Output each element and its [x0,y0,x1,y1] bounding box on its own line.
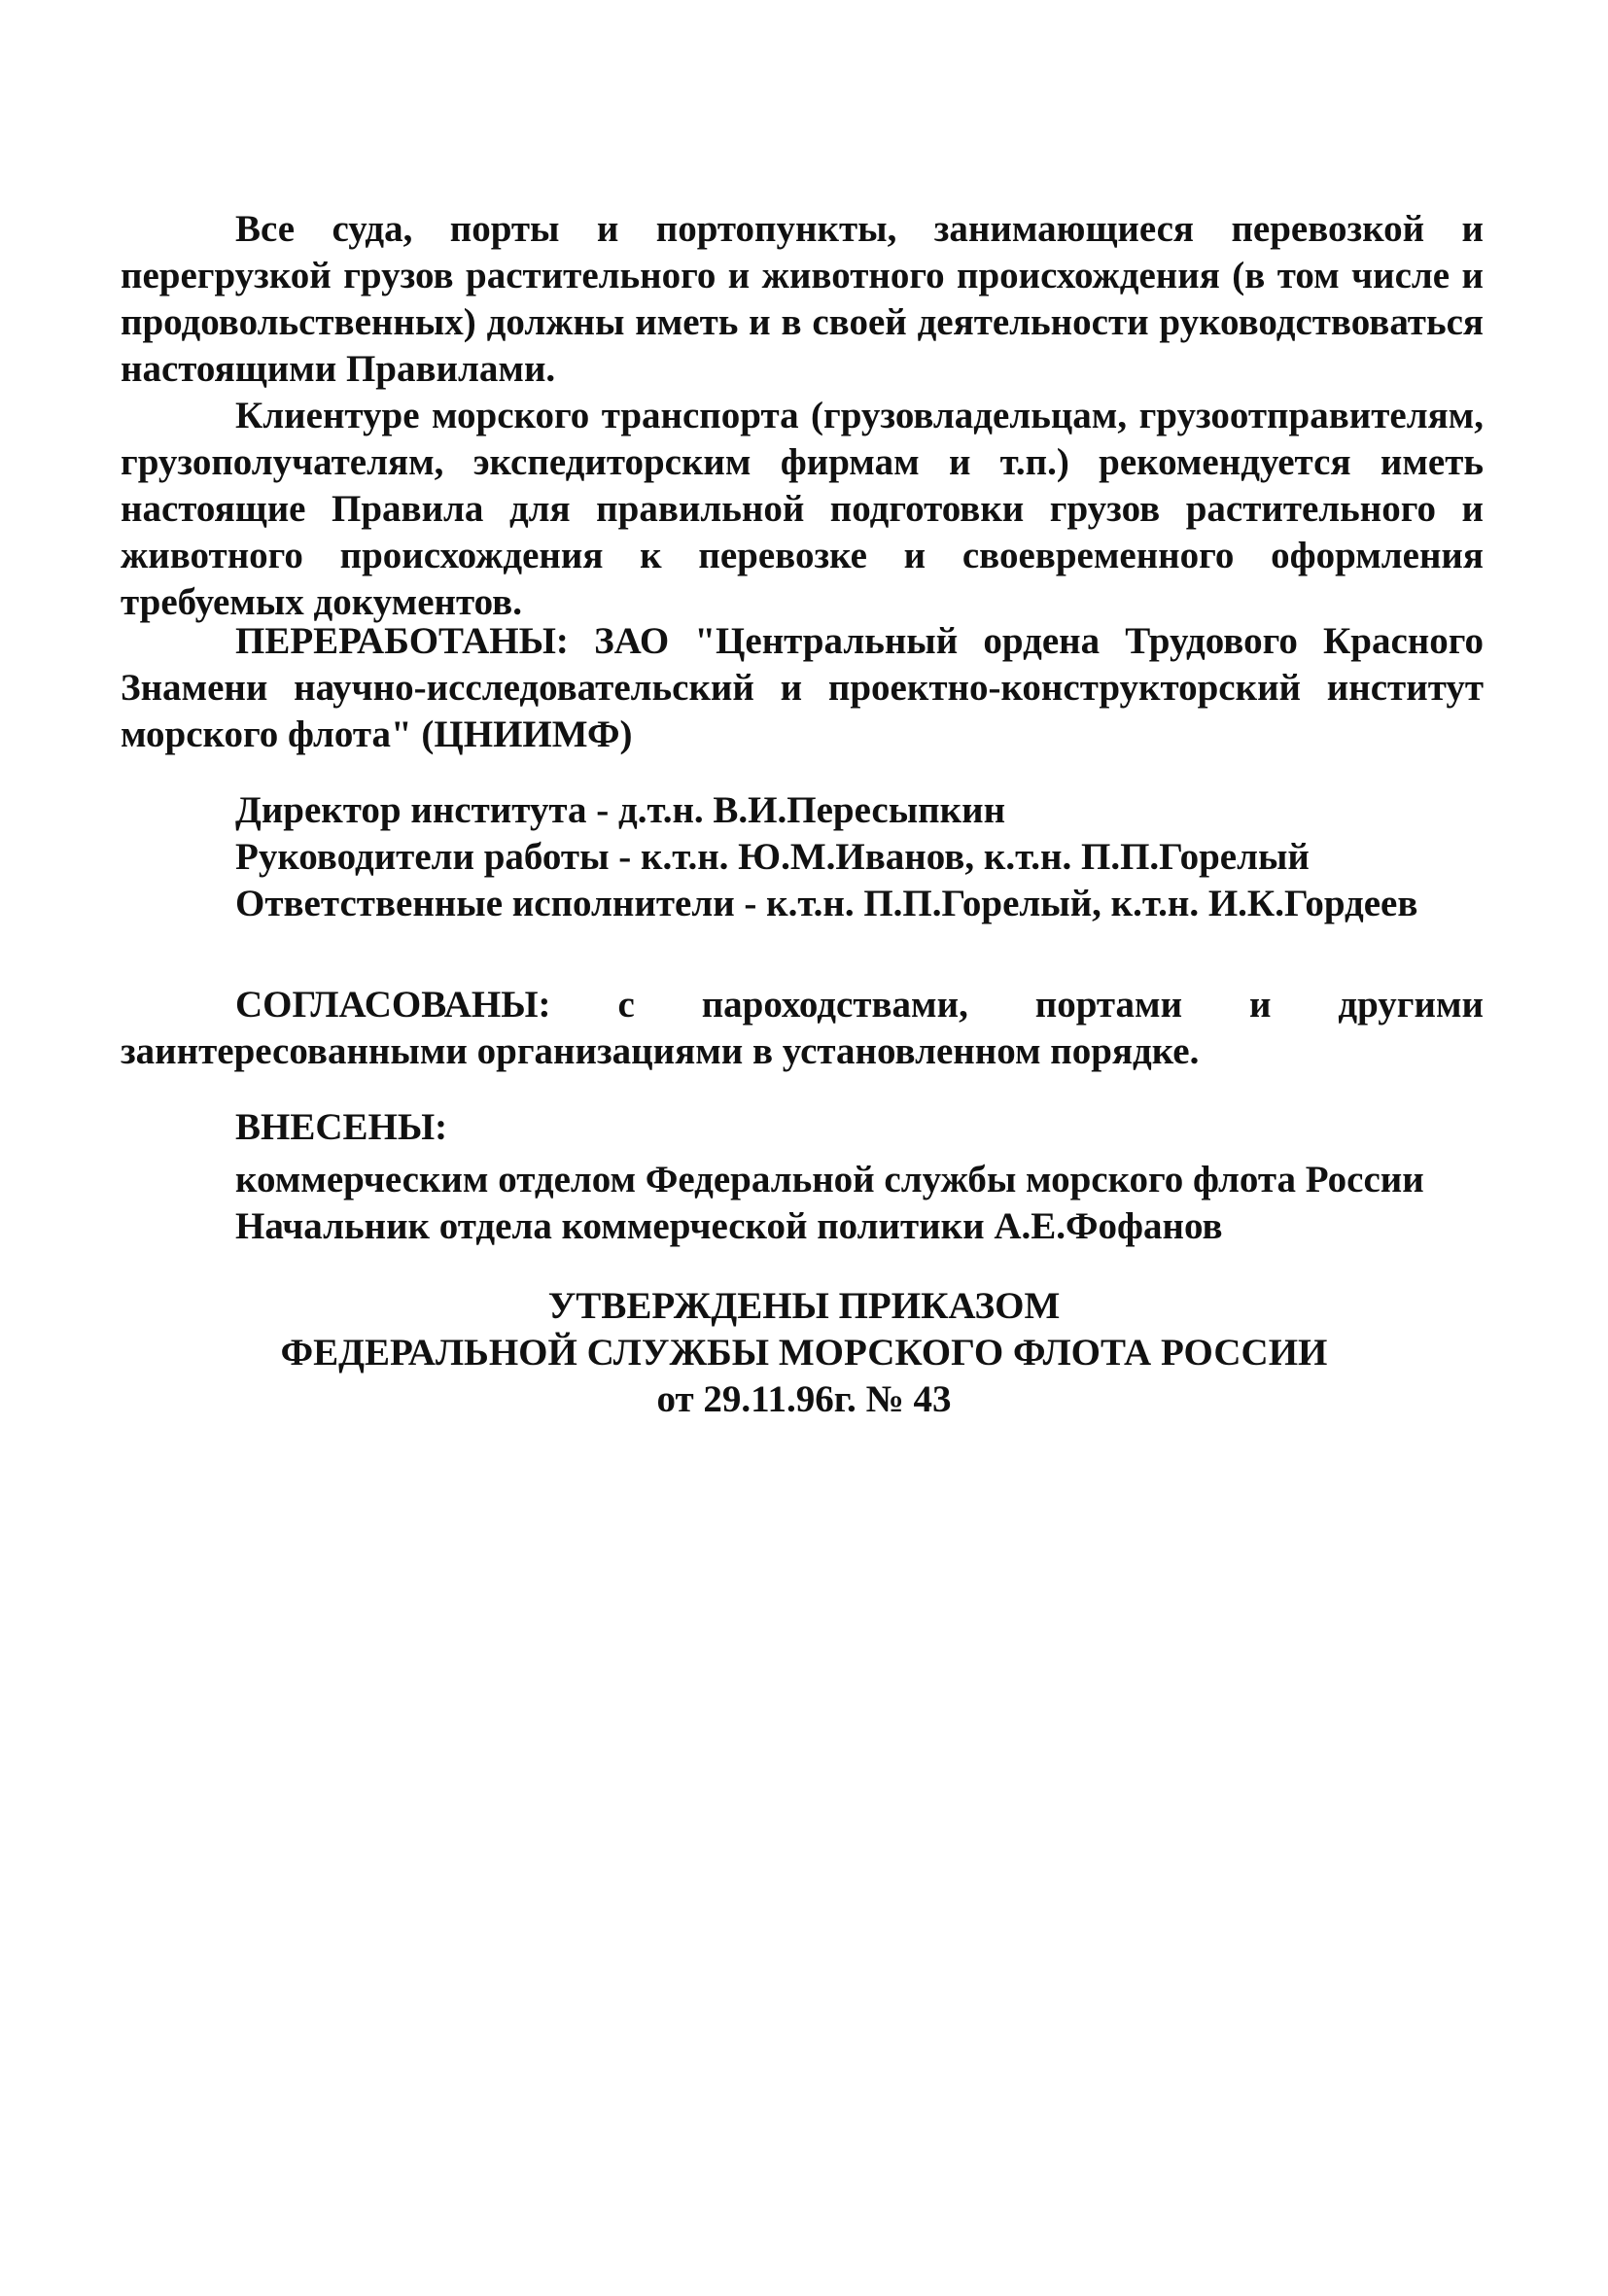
agreed-section [121,982,1484,1075]
developed-by-text: ПЕРЕРАБОТАНЫ: ЗАО "Центральный ордена Трудового Красного Знамени научно-исследовательский и проектно-конструкторский институт морского флота" (ЦНИИМФ) [121,620,1484,755]
work-leaders-line: Руководители работы - к.т.н. Ю.М.Иванов, к.т.н. П.П.Горелый [235,836,1310,878]
submitted-section [235,1104,1499,1250]
approval-block [121,1283,1487,1423]
responsible-people-list [235,787,1499,927]
approval-title: УТВЕРЖДЕНЫ ПРИКАЗОМ [547,1285,1061,1327]
submitted-by-department: коммерческим отделом Федеральной службы морского флота России [235,1159,1424,1200]
agreed-text: СОГЛАСОВАНЫ: с пароходствами, портами и другими заинтересованными организациями в установленном порядке. [121,984,1484,1072]
scope-paragraph-clients: Клиентуре морского транспорта (грузовладельцам, грузоотправителям, грузополучателям, экспедиторским фирмам и т.п.) рекомендуется иметь настоящие Правила для правильной подготовки грузов растительного и животного происхождения к перевозке и своевременного оформления требуемых документов. [121,395,1484,623]
approval-order-date: от 29.11.96г. № 43 [656,1378,952,1420]
scope-paragraph-vessels: Все суда, порты и портопункты, занимающиеся перевозкой и перегрузкой грузов растительного и животного происхождения (в том числе и продовольственных) должны иметь и в своей деятельности руководствоваться настоящими Правилами. [121,208,1484,390]
developed-by-section [121,618,1484,758]
director-line: Директор института - д.т.н. В.И.Пересыпкин [235,789,1006,831]
approval-authority: ФЕДЕРАЛЬНОЙ СЛУЖБЫ МОРСКОГО ФЛОТА РОССИИ [280,1332,1328,1374]
executors-line: Ответственные исполнители - к.т.н. П.П.Горелый, к.т.н. И.К.Гордеев [235,883,1418,924]
submitted-heading: ВНЕСЕНЫ: [235,1106,448,1148]
submitted-by-head: Начальник отдела коммерческой политики А.Е.Фофанов [235,1205,1223,1247]
scope-section [121,206,1484,626]
